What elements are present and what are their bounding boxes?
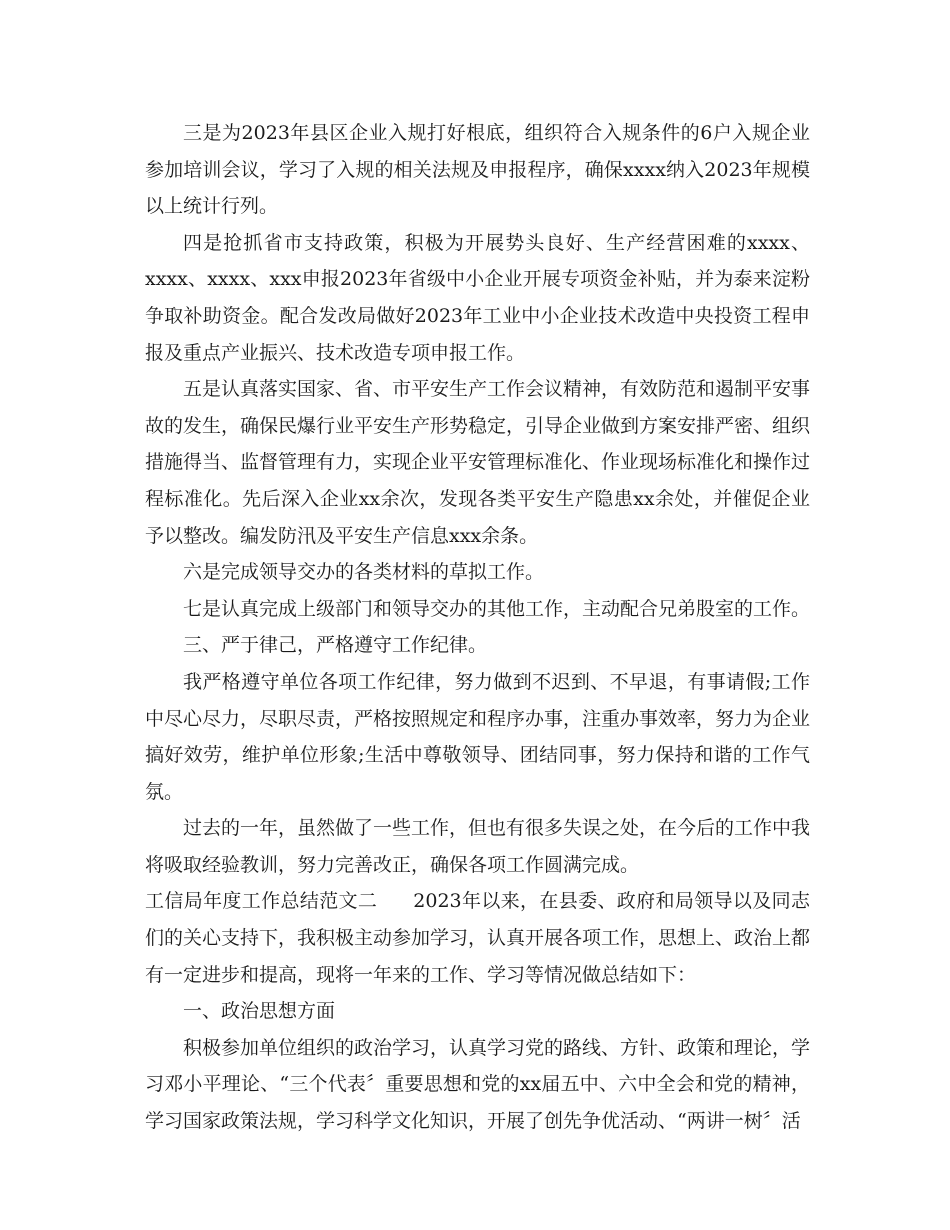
paragraph-3: 三是为2023年县区企业入规打好根底，组织符合入规条件的6户入规企业参加培训会议，学习了入规的相关法规及申报程序，确保xxxx纳入2023年规模以上统计行列。 bbox=[145, 122, 810, 218]
section-intro: 2023年以来，在县委、政府和局领导以及同志们的关心支持下，我积极主动参加学习，认真开展各项工作，思想上、政治上都有一定进步和提高，现将一年来的工作、学习等情况做总结如下： bbox=[145, 890, 811, 986]
paragraph-conclusion: 过去的一年，虽然做了一些工作，但也有很多失误之处，在今后的工作中我将吸取经验教训，努力完善改正，确保各项工作圆满完成。 bbox=[145, 817, 811, 876]
document-page bbox=[145, 115, 810, 1140]
paragraph-4: 四是抢抓省市支持政策，积极为开展势头良好、生产经营困难的xxxx、xxxx、xxxx、xxx申报2023年省级中小企业开展专项资金补贴，并为泰来淀粉争取补助资金。配合发改局做好2023年工业中小企业技术改造中央投资工程申报及重点产业振兴、技术改造专项申报工作。 bbox=[145, 231, 810, 364]
section-intro-paragraph bbox=[145, 883, 810, 993]
section-heading-politics: 一、政治思想方面 bbox=[183, 1000, 336, 1023]
section-heading-discipline: 三、严于律己，严格遵守工作纪律。 bbox=[183, 634, 488, 657]
paragraph-7: 七是认真完成上级部门和领导交办的其他工作，主动配合兄弟股室的工作。 bbox=[183, 597, 811, 620]
paragraph-discipline: 我严格遵守单位各项工作纪律，努力做到不迟到、不早退，有事请假;工作中尽心尽力，尽职尽责，严格按照规定和程序办事，注重办事效率，努力为企业搞好效劳，维护单位形象;生活中尊敬领导、团结同事，努力保持和谐的工作气氛。 bbox=[145, 670, 811, 803]
paragraph-politics: 积极参加单位组织的政治学习，认真学习党的路线、方针、政策和理论，学习邓小平理论、“三个代表〞重要思想和党的xx届五中、六中全会和党的精神，学习国家政策法规，学习科学文化知识，开展了创先争优活动、“两讲一树〞活 bbox=[145, 1036, 811, 1133]
paragraph-6: 六是完成领导交办的各类材料的草拟工作。 bbox=[183, 561, 545, 584]
section-title: 工信局年度工作总结范文二 bbox=[145, 890, 378, 913]
paragraph-5: 五是认真落实国家、省、市平安生产工作会议精神，有效防范和遏制平安事故的发生，确保民爆行业平安生产形势稳定，引导企业做到方案安排严密、组织措施得当、监督管理有力，实现企业平安管理标准化、作业现场标准化和操作过程标准化。先后深入企业xx余次，发现各类平安生产隐患xx余处，并催促企业予以整改。编发防汛及平安生产信息xxx余条。 bbox=[145, 378, 811, 547]
